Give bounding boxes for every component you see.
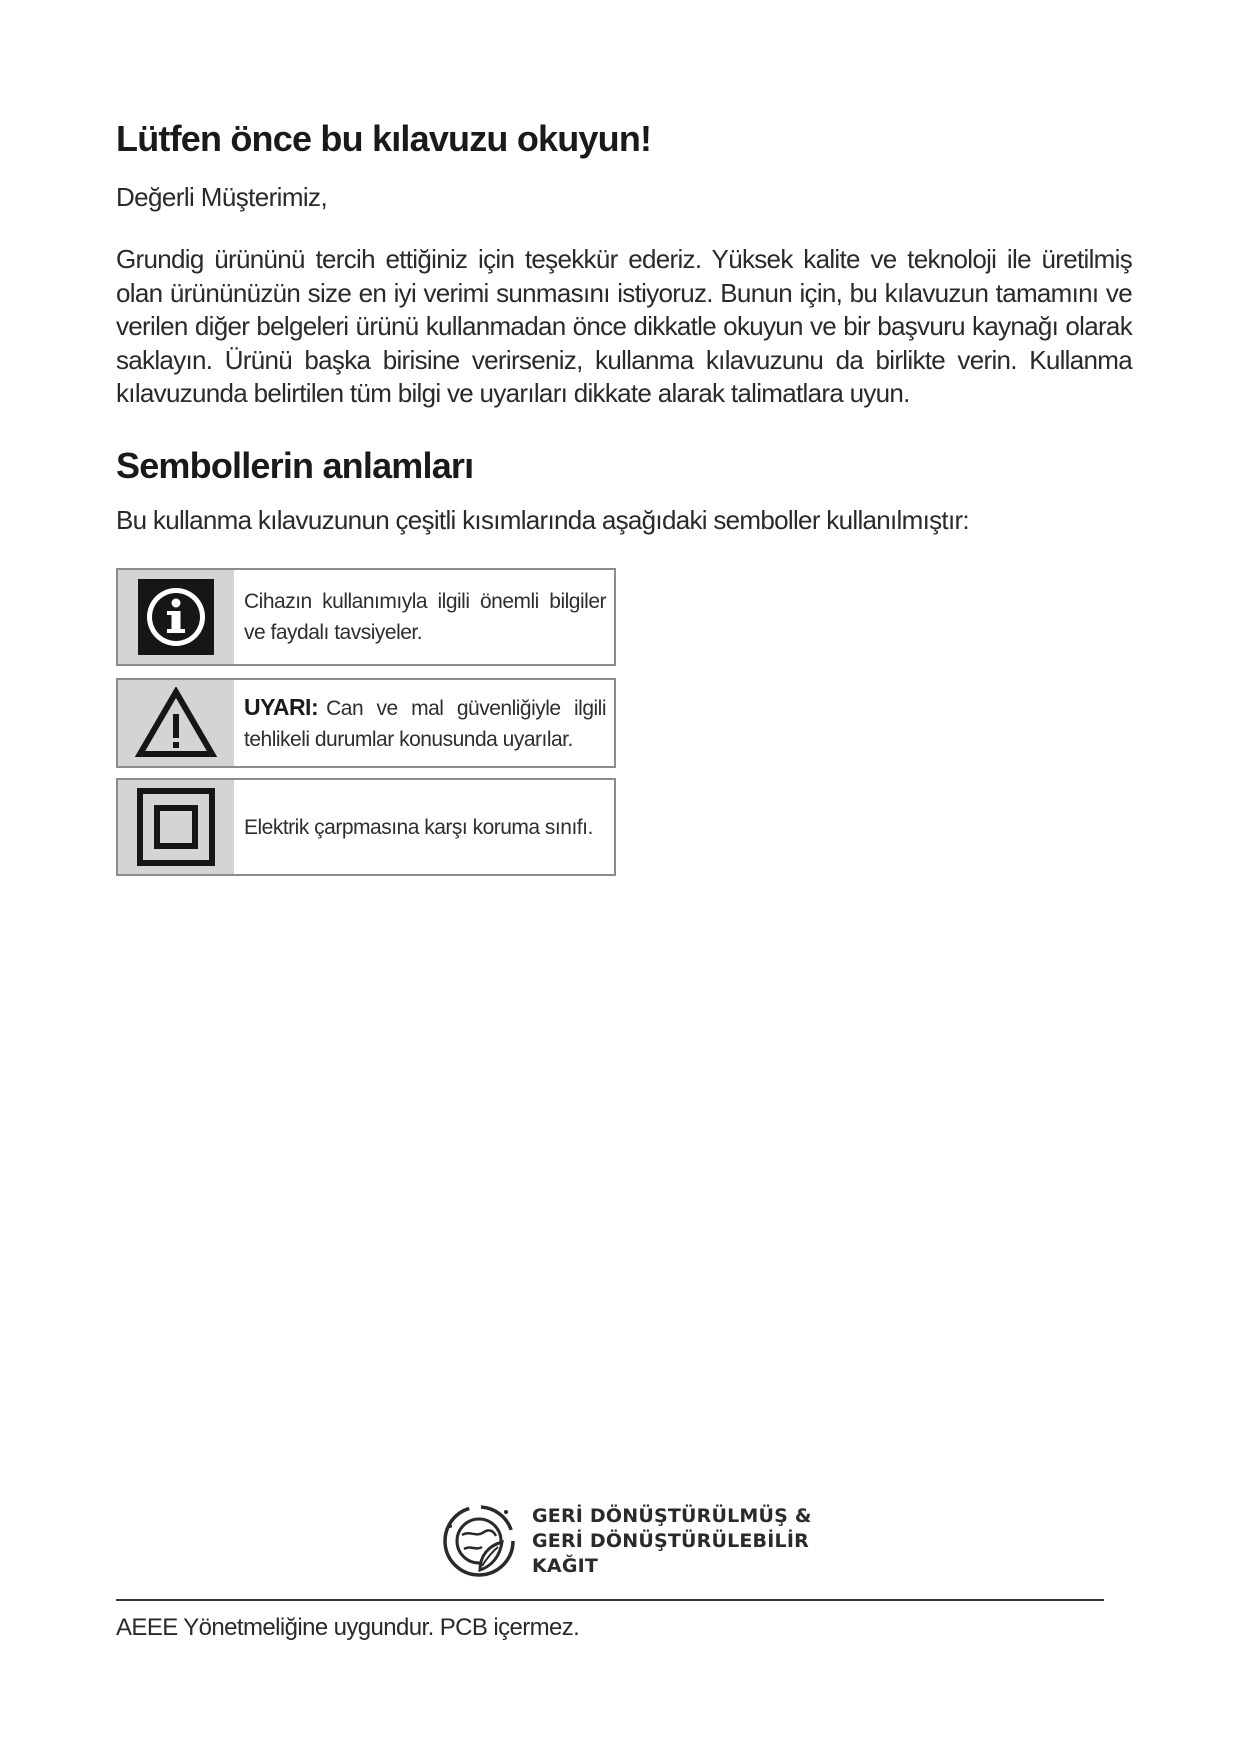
recycle-line: KAĞIT	[532, 1554, 599, 1577]
symbol-text-warning	[234, 680, 614, 766]
symbol-description: Cihazın kullanımıyla ilgili önemli bilgiler ve faydalı tavsiyeler.	[244, 590, 606, 644]
intro-paragraph: Grundig ürününü tercih ettiğiniz için teşekkür ederiz. Yüksek kalite ve teknoloji ile üretilmiş olan ürününüzün size en iyi verimi sunmasını istiyoruz. Bunun için, bu kılavuzun tamamını ve verilen diğer belgeleri ürünü kullanmadan önce dikkatle okuyun ve bir başvuru kaynağı olarak saklayın. Ürünü başka birisine verirseniz, kullanma kılavuzunu da birlikte verin. Kullanma kılavuzunda belirtilen tüm bilgi ve uyarıları dikkate alarak talimatlara uyun.	[116, 244, 1132, 408]
recycle-label	[532, 1504, 812, 1579]
symbols-heading: Sembollerin anlamları	[116, 444, 474, 486]
symbols-intro: Bu kullanma kılavuzunun çeşitli kısımlarında aşağıdaki semboller kullanılmıştır:	[116, 504, 969, 535]
symbol-row-info	[116, 568, 616, 666]
double-insulation-icon	[118, 780, 234, 874]
symbol-description: Elektrik çarpmasına karşı koruma sınıfı.	[244, 815, 593, 839]
recycle-line: GERİ DÖNÜŞTÜRÜLEBİLİR	[532, 1529, 809, 1552]
recycle-line: GERİ DÖNÜŞTÜRÜLMÜŞ &	[532, 1504, 812, 1527]
symbol-description: Can ve mal güvenliğiyle ilgili tehlikeli durumlar konusunda uyarılar.	[244, 696, 606, 751]
footer-divider	[116, 1599, 1104, 1601]
warning-icon	[118, 680, 234, 766]
warning-label: UYARI:	[244, 693, 319, 720]
footer-note: AEEE Yönetmeliğine uygundur. PCB içermez.	[116, 1614, 580, 1641]
recycled-paper-icon	[440, 1502, 518, 1580]
recycle-mark	[440, 1502, 812, 1580]
symbol-text-insulation	[234, 780, 614, 874]
info-icon	[118, 570, 234, 664]
page-title: Lütfen önce bu kılavuzu okuyun!	[116, 118, 652, 159]
symbol-row-warning	[116, 678, 616, 768]
page-content	[116, 118, 1132, 536]
symbol-text-info	[234, 570, 614, 664]
salutation: Değerli Müşterimiz,	[116, 182, 328, 212]
symbol-row-insulation	[116, 778, 616, 876]
